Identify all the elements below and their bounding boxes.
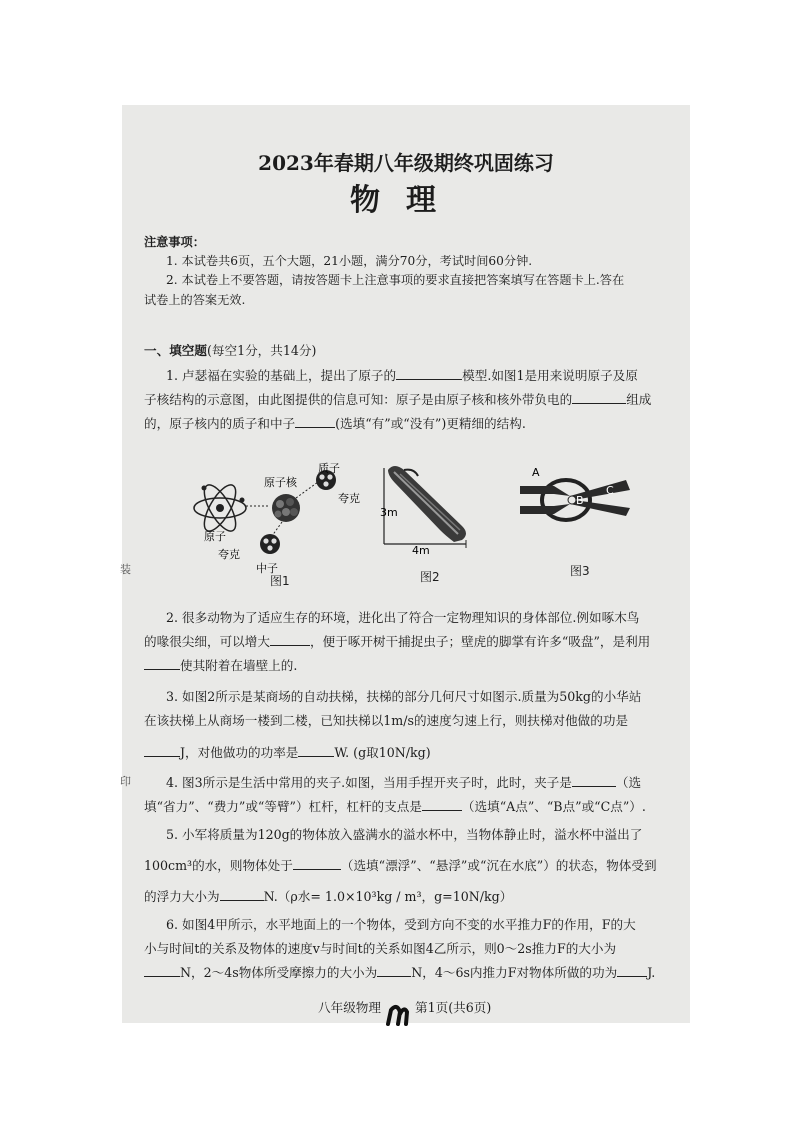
- q3-text: W. (g取10N/kg): [334, 745, 431, 760]
- label-height: 3m: [380, 506, 398, 519]
- q5-text: 的浮力大小为: [144, 889, 220, 904]
- q4-line-1: [166, 773, 641, 792]
- q3-text: J，对他做功的功率是: [180, 745, 299, 760]
- atom-icon: [194, 480, 246, 535]
- notes-item-1: 1. 本试卷共6页，五个大题，21小题，满分70分，考试时间60分钟.: [166, 254, 533, 268]
- figure-3-clip: [514, 460, 642, 540]
- q4-text: 填“省力”、“费力”或“等臂”）杠杆，杠杆的支点是: [144, 799, 422, 814]
- page-footer: [318, 997, 491, 1016]
- answer-blank: [572, 774, 616, 787]
- q3-line-2: 在该扶梯上从商场一楼到二楼，已知扶梯以1m/s的速度匀速上行，则扶梯对他做的功是: [144, 713, 629, 728]
- q1-line-1: [166, 366, 638, 385]
- q6-text: N，2～4s物体所受摩擦力的大小为: [180, 965, 378, 980]
- q1-text: (选填“有”或“没有”)更精细的结构.: [335, 416, 526, 431]
- label-b: B: [576, 494, 584, 507]
- answer-blank: [220, 888, 264, 901]
- q2-line-3: [144, 656, 297, 675]
- q6-line-1: 6. 如图4甲所示，水平地面上的一个物体，受到方向不变的水平推力F的作用，F的大: [166, 917, 636, 932]
- q5-text: （选填“漂浮”、“悬浮”或“沉在水底”）的状态，物体受到: [340, 858, 657, 873]
- q1-text: 组成: [626, 392, 652, 407]
- answer-blank: [295, 415, 335, 428]
- figure-1-caption: 图1: [270, 574, 290, 588]
- answer-blank: [144, 744, 180, 757]
- margin-mark: 装: [120, 563, 131, 576]
- label-proton: 质子: [318, 462, 340, 475]
- notes-item-2: 2. 本试卷上不要答题，请按答题卡上注意事项的要求直接把答案填写在答题卡上.答在: [166, 273, 625, 287]
- q5-text: N.（ρ水= 1.0×10³kg / m³，g=10N/kg）: [263, 889, 513, 904]
- q5-line-2: [144, 856, 657, 875]
- label-length: 4m: [412, 544, 430, 557]
- answer-blank: [270, 633, 310, 646]
- footer-subject: 八年级物理: [318, 1000, 381, 1015]
- figure-1-atom-diagram: [190, 460, 380, 580]
- q2-line-1: 2. 很多动物为了适应生存的环境，进化出了符合一定物理知识的身体部位.例如啄木鸟: [166, 610, 640, 625]
- label-nucleus: 原子核: [264, 476, 297, 489]
- answer-blank: [377, 964, 411, 977]
- answer-blank: [396, 367, 462, 380]
- margin-mark: 印: [120, 775, 131, 788]
- label-quark-right: 夸克: [338, 492, 360, 505]
- q2-text: 的喙很尖细，可以增大: [144, 634, 270, 649]
- answer-blank: [617, 964, 647, 977]
- q1-line-2: [144, 390, 651, 409]
- exam-paper: [122, 105, 690, 1023]
- q3-line-3: [144, 743, 431, 762]
- q6-text: N，4～6s内推力F对物体所做的功为: [411, 965, 618, 980]
- label-c: C: [606, 484, 614, 497]
- q4-text: （选填“A点”、“B点”或“C点”）.: [461, 799, 646, 814]
- exam-title: 2023年春期八年级期终巩固练习: [258, 151, 554, 175]
- answer-blank: [293, 857, 341, 870]
- answer-blank: [572, 391, 626, 404]
- q6-line-2: 小与时间t的关系及物体的速度v与时间t的关系如图4乙所示，则0～2s推力F的大小为: [144, 941, 617, 956]
- q4-line-2: [144, 797, 646, 816]
- q1-text: 的，原子核内的质子和中子: [144, 416, 296, 431]
- q6-line-3: [144, 963, 655, 982]
- q5-text: 100cm³的水，则物体处于: [144, 858, 293, 873]
- q4-text: （选: [615, 775, 642, 790]
- nucleus-icon: [272, 494, 300, 522]
- label-atom: 原子: [204, 530, 226, 543]
- q4-text: 4. 图3所示是生活中常用的夹子.如图，当用手捏开夹子时，此时，夹子是: [166, 775, 572, 790]
- answer-blank: [298, 744, 334, 757]
- q2-line-2: [144, 632, 650, 651]
- footer-page: 第1页(共6页): [415, 1000, 492, 1015]
- label-neutron: 中子: [256, 562, 278, 575]
- q1-text: 子核结构的示意图，由此图提供的信息可知：原子是由原子核和核外带负电的: [144, 392, 573, 407]
- label-quark-left: 夸克: [218, 548, 240, 561]
- subject-title: 物理: [350, 183, 462, 218]
- neutron-icon: [260, 534, 280, 554]
- figure-2-caption: 图2: [420, 570, 440, 584]
- escalator-icon: [388, 466, 466, 542]
- section-note: (每空1分，共14分): [206, 343, 317, 358]
- notes-heading: 注意事项：: [144, 235, 205, 249]
- section-heading: [144, 341, 316, 360]
- q1-text: 1. 卢瑟福在实验的基础上，提出了原子的: [166, 368, 397, 383]
- q1-text: 模型.如图1是用来说明原子及原: [462, 368, 638, 383]
- q1-line-3: [144, 414, 526, 433]
- answer-blank: [422, 798, 462, 811]
- figure-3-caption: 图3: [570, 564, 590, 578]
- q3-line-1: 3. 如图2所示是某商场的自动扶梯，扶梯的部分几何尺寸如图示.质量为50kg的小华站: [166, 689, 642, 704]
- answer-blank: [144, 964, 180, 977]
- q5-line-1: 5. 小军将质量为120g的物体放入盛满水的溢水杯中，当物体静止时，溢水杯中溢出了: [166, 827, 643, 842]
- section-title: 一、填空题: [144, 343, 207, 358]
- q2-text: 使其附着在墙壁上的.: [180, 658, 298, 673]
- figure-2-escalator: [374, 460, 484, 555]
- answer-blank: [144, 657, 180, 670]
- q5-line-3: [144, 887, 512, 906]
- notes-item-2-cont: 试卷上的答案无效.: [144, 293, 246, 307]
- label-a: A: [532, 466, 540, 479]
- q2-text: ，便于啄开树干捕捉虫子；壁虎的脚掌有许多“吸盘”，是利用: [309, 634, 651, 649]
- q6-text: J.: [647, 965, 656, 980]
